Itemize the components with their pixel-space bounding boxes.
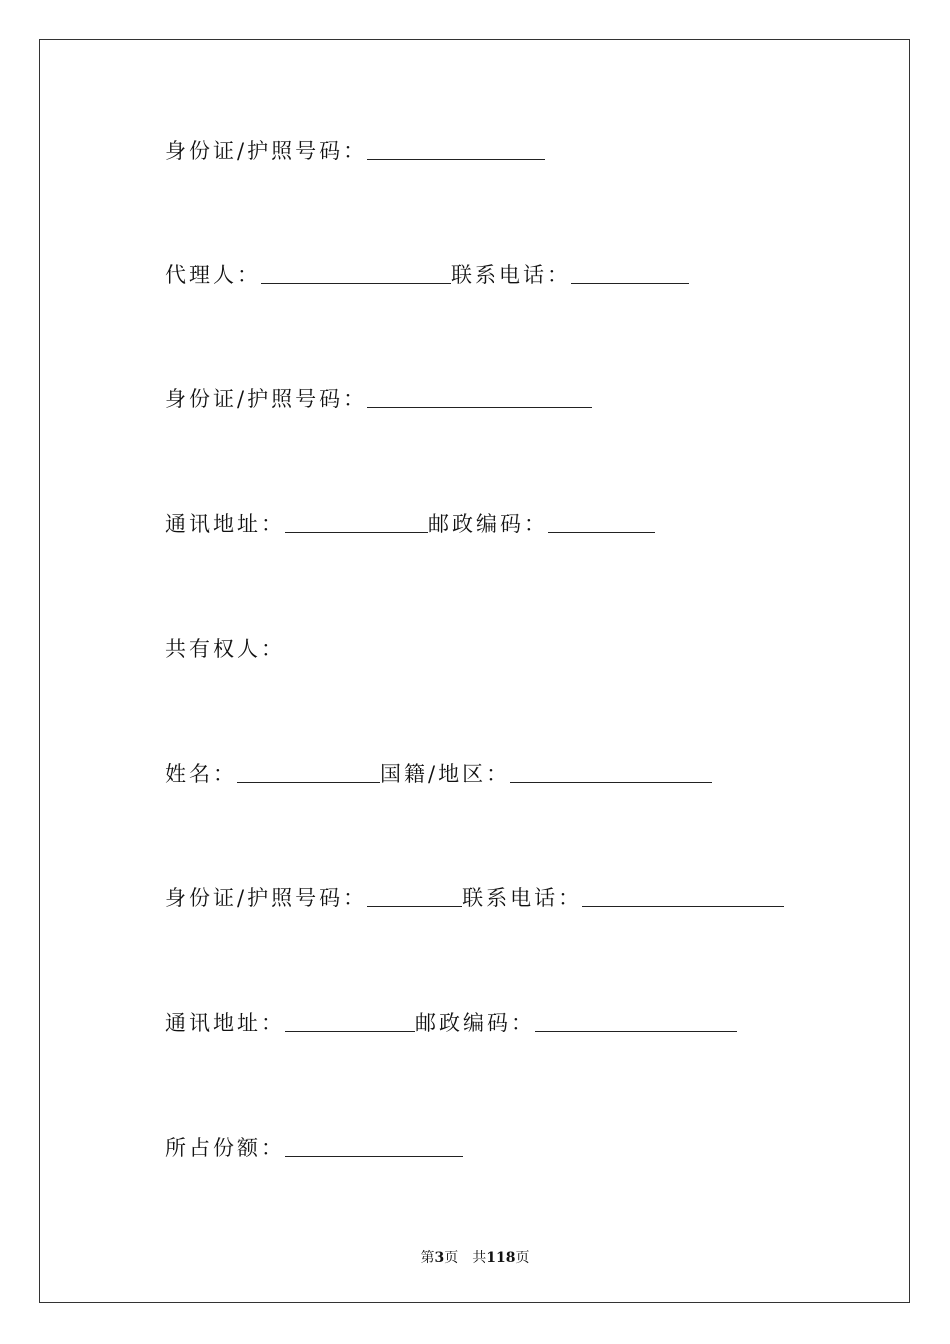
footer-total-prefix: 共 (472, 1250, 487, 1266)
footer-page-suffix: 页 (444, 1250, 459, 1266)
agent-blank[interactable] (261, 282, 451, 284)
nationality-blank[interactable] (510, 781, 712, 783)
address-blank[interactable] (285, 1030, 415, 1032)
phone-blank[interactable] (571, 282, 689, 284)
postcode-blank[interactable] (535, 1030, 737, 1032)
form-row-agent (165, 256, 689, 286)
address-label: 通讯地址： (165, 512, 285, 536)
form-row-id-2 (165, 380, 592, 410)
total-page-number: 118 (486, 1250, 516, 1266)
nationality-label: 国籍/地区： (380, 762, 511, 786)
postcode-label: 邮政编码： (415, 1011, 535, 1035)
id-blank[interactable] (367, 406, 592, 408)
form-row-coowner (165, 630, 285, 660)
share-blank[interactable] (285, 1155, 463, 1157)
coowner-label: 共有权人： (165, 637, 285, 661)
id-blank[interactable] (367, 158, 545, 160)
postcode-label: 邮政编码： (428, 512, 548, 536)
id-blank[interactable] (367, 905, 462, 907)
current-page-number: 3 (434, 1250, 445, 1266)
form-row-id-1 (165, 132, 545, 162)
agent-label: 代理人： (165, 263, 261, 287)
phone-label: 联系电话： (462, 886, 583, 910)
form-row-address-1 (165, 505, 655, 535)
share-label: 所占份额： (165, 1136, 285, 1160)
footer-total-suffix: 页 (515, 1250, 530, 1266)
address-blank[interactable] (285, 531, 428, 533)
page-footer (0, 1247, 950, 1267)
id-label: 身份证/护照号码： (165, 387, 368, 411)
form-row-address-2 (165, 1004, 737, 1034)
id-label: 身份证/护照号码： (165, 139, 368, 163)
form-row-name (165, 755, 712, 785)
form-row-id-3 (165, 879, 784, 909)
phone-label: 联系电话： (451, 263, 571, 287)
phone-blank[interactable] (582, 905, 784, 907)
page-border (39, 39, 910, 1303)
address-label: 通讯地址： (165, 1011, 285, 1035)
name-label: 姓名： (165, 762, 237, 786)
postcode-blank[interactable] (548, 531, 655, 533)
footer-prefix: 第 (420, 1250, 435, 1266)
id-label: 身份证/护照号码： (165, 886, 368, 910)
form-row-share (165, 1129, 463, 1159)
name-blank[interactable] (237, 781, 380, 783)
